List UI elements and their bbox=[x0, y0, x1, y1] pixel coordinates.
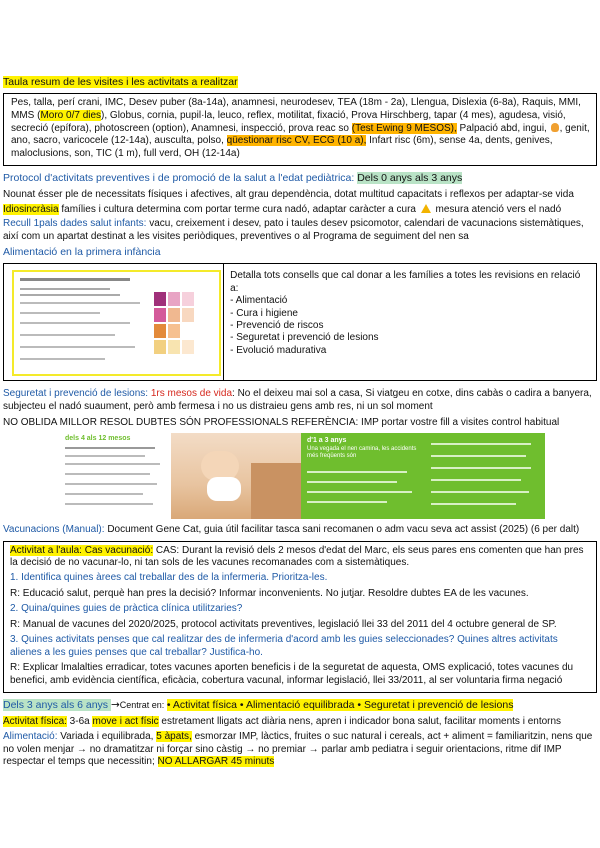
warning-icon bbox=[421, 204, 431, 213]
protocol-heading: Protocol d'activitats preventives i de promoció de la salut a l'edat pediàtrica: Dels 0 anys als 3 anys bbox=[3, 171, 463, 184]
advice-item: - Seguretat i prevenció de lesions bbox=[230, 332, 379, 344]
visits-summary-box: Pes, talla, perí crani, IMC, Desev puber (8a-14a), anamnesi, neurodesev, TEA (18m - 2a), Llengua, Dislexia (6-8a), Raquis, MMI, MMS (Moro 0/7 dies), Globus, cornia, pupil·la, leuco, reflex, motilitat, fixació, Prova Hirschberg, tapar (4 mes), agudesa, visió, secreció (epífora), photoscreen (option), Anamnesi, inspecció, prova reac so (Test Ewing 9 MESOS), Palpació abd, ingui, , genit, ano, sacro, varicocele (12-14a), ausculta, polso, qüestionar risc CV, ECG (10 a), Infart risc (6m), sense 4a, dents, genives, maloclusions, son, TIC (1 m), full verd, OH (12-14a) bbox=[3, 93, 597, 166]
dels3-heading: Dels 3 anys als 6 anys →Centrat en: • Activitat física • Alimentació equilibrada • Seguretat i prevenció de lesions bbox=[3, 698, 514, 711]
question-1: 1. Identifica quines àrees cal treballar des de la infermeria. Prioritza-les. bbox=[10, 571, 328, 583]
safety-banner-image bbox=[61, 433, 545, 519]
advice-item: - Alimentació bbox=[230, 295, 288, 307]
answer-1: R: Educació salut, perquè han pres la decisió? Informar inconvenients. No jutjar. Resoldre dubtes EA de les vacunes. bbox=[10, 587, 529, 599]
activitat-aula-box: Activitat a l'aula: Cas vacunació: CAS: Durant la revisió dels 2 mesos d'edat del Marc, els seus pares ens comenten que han pres la decisió de no vacunar-lo, ni tan sols de les vacunes recomanades com a sistemàtiques. 1. Identifica quines àrees cal treballar des de la infermeria. Prioritza-les. R: Educació salut, perquè han pres la decisió? Informar inconvenients. No jutjar. Resoldre dubtes EA de les vacunes. 2. Quina/quines guies de pràctica clínica utilitzaries? R: Manual de vacunes del 2020/2025, protocol activitats preventives, legislació llei 33 del 2011 del 4 octubre general de SP. 3. Quines activitats penses que cal realitzar des de infermeria d'acord amb les guies seleccionades? Quines altres activitats alienes a les guies penses que cal treballar? Justifica-ho. R: Explicar lmalalties erradicar, totes vacunes aporten beneficis i de la seguretat de aquesta, OMS explicació, totes vacunes du benefici, amb evidència científica, eficàcia, cobertura vacunal, informar legislació, llei 33/2011, al ser voluntaria firma negació bbox=[3, 541, 597, 693]
activitat-fisica-text: Activitat física: 3-6a move i act físic estretament lligats act diària nens, apren i indicador bona salut, facilitar moments i entorns bbox=[3, 715, 562, 727]
feeding-table-image bbox=[4, 264, 224, 380]
seguretat-text: Seguretat i prevenció de lesions: 1rs mesos de vida: No el deixeu mai sol a casa, Si viatgeu en cotxe, dins cabàs o cadira a banyera, subjecteu el nadó suaument, però amb fermesa i no us distraieu gens amb res, ni un sol moment bbox=[3, 388, 592, 412]
advice-item: - Prevenció de riscos bbox=[230, 319, 324, 331]
alimentacio-advice: Detalla tots consells que cal donar a les famílies a totes les revisions en relació a: - Alimentació - Cura i higiene - Prevenció de riscos - Seguretat i prevenció de lesions - Evolució madurativa bbox=[224, 264, 596, 380]
vacunacions-text: Vacunacions (Manual): Document Gene Cat, guia útil facilitar tasca sani recomanen o adm vacu seva act assist (2025) (6 per dalt) bbox=[3, 524, 580, 536]
document-page bbox=[3, 76, 597, 769]
advice-item: - Cura i higiene bbox=[230, 307, 298, 319]
question-2: 2. Quina/quines guies de pràctica clínica utilitzaries? bbox=[10, 603, 243, 615]
alimentacio-heading: Alimentació en la primera infància bbox=[3, 246, 161, 259]
answer-2: R: Manual de vacunes del 2020/2025, protocol activitats preventives, legislació llei 33 del 2011 del 4 octubre general de SP. bbox=[10, 618, 557, 630]
recull-text: Recull 1pals dades salut infants: vacu, creixement i desev, pato i taules desev psicomotor, calendari de vacunacions sistemàtiques, així com un apartat destinat a les visites periòdiques, preventives o al Programa de seguiment del nen sa bbox=[3, 218, 584, 242]
alimentacio-3-6-text: Alimentació: Variada i equilibrada, 5 àpats, esmorzar IMP, làctics, fruites o suc natural i cereals, act + aliment = familiaritzin, nens que no volen menjar → no dramatitzar ni forçar sino càstig → no premiar → parlar amb pediatra i seguir orientacions, ritme dif IMP respectar el temps que necessitin; NO ALLARGAR 45 minuts bbox=[3, 731, 593, 768]
hand-icon bbox=[551, 123, 559, 132]
baby-photo bbox=[171, 433, 301, 519]
alimentacio-box bbox=[3, 263, 597, 381]
page-title: Taula resum de les visites i les activitats a realitzar bbox=[3, 76, 238, 88]
protocol-text: Nounat ésser ple de necessitats físiques i afectives, alt grau dependència, dotat multitud capacitats i reflexos per adaptar-se vida bbox=[3, 188, 574, 200]
banner-left-panel: dels 4 als 12 mesos bbox=[61, 433, 171, 519]
answer-3: R: Explicar lmalalties erradicar, totes vacunes aporten beneficis i de la seguretat de aquesta, OMS explicació, totes vacunes du benefici, amb evidència científica, eficàcia, cobertura vacunal, informar legislació, llei 33/2011, al ser voluntaria firma negació bbox=[10, 662, 574, 687]
seguretat-nota: NO OBLIDA MILLOR RESOL DUBTES SÓN PROFESSIONALS REFERÈNCIA: IMP portar vostre fill a visites control habitual bbox=[3, 416, 560, 428]
protocol-idiosincrasia: Idiosincràsia famílies i cultura determina com portar terme cura nadó, adaptar caràcter a cura mesura atenció vers el nadó bbox=[3, 203, 562, 215]
banner-right-panel: d'1 a 3 anys Una vegada el nen camina, les accidents més freqüents són bbox=[301, 433, 545, 519]
question-3: 3. Quines activitats penses que cal realitzar des de infermeria d'acord amb les guies seleccionades? Quines altres activitats alienes a les guies penses que cal treballar? Justifica-ho. bbox=[10, 634, 558, 658]
advice-item: - Evolució madurativa bbox=[230, 344, 327, 356]
